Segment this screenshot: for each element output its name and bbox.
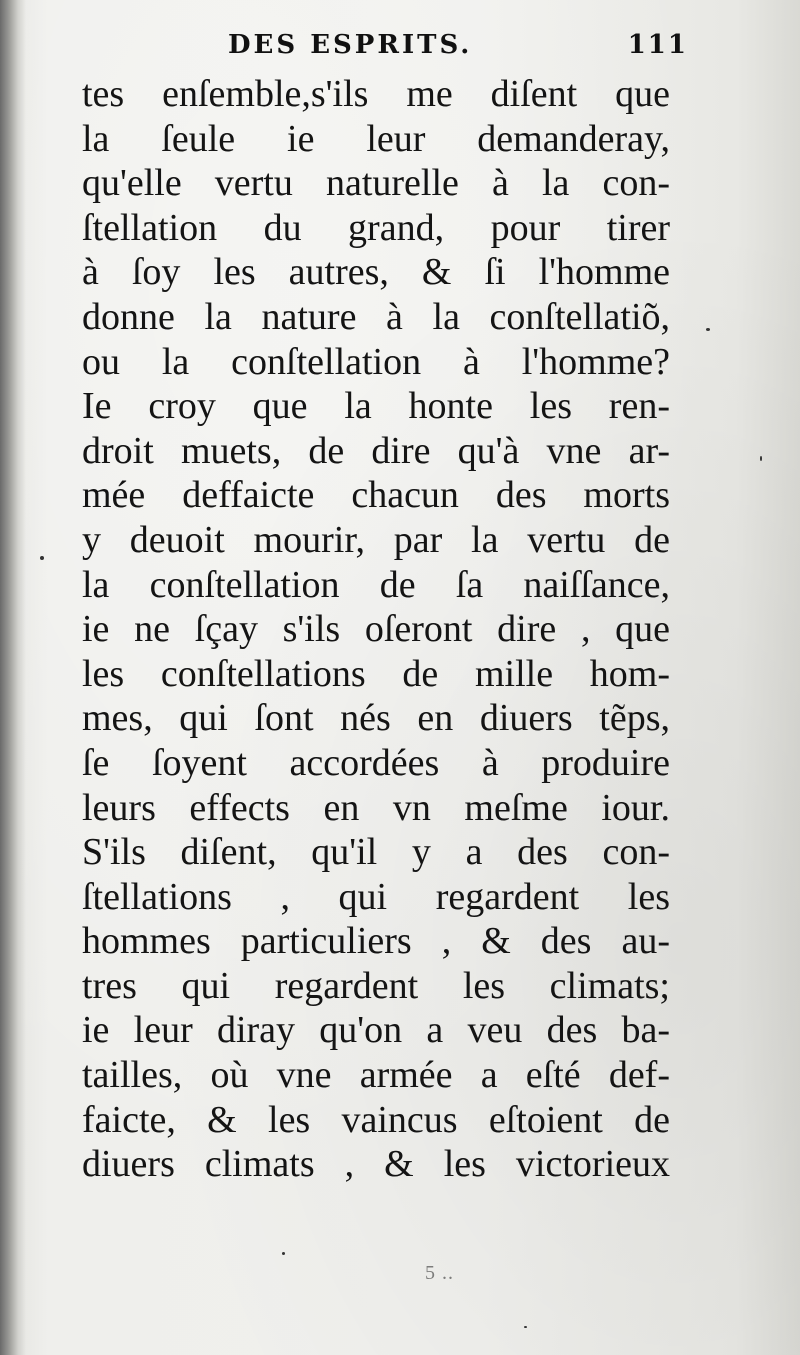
text-line: droit muets, de dire qu'à vne ar- xyxy=(82,429,670,472)
text-line: hommes particuliers , & des au- xyxy=(82,920,670,963)
text-line: y deuoit mourir, par la vertu de xyxy=(82,518,670,561)
catchword: 5 .. xyxy=(425,1262,454,1284)
text-line: Ie croy que la honte les ren- xyxy=(82,385,670,428)
text-line: la ſeule ie leur demanderay, xyxy=(82,117,670,160)
text-line: S'ils diſent, qu'il y a des con- xyxy=(82,831,670,874)
page-gutter-shadow xyxy=(0,0,26,1355)
text-line: faicte, & les vaincus eſtoient de xyxy=(82,1098,670,1141)
text-line: ie ne ſçay s'ils oſeront dire , que xyxy=(82,608,670,651)
text-line: à ſoy les autres, & ſi l'homme xyxy=(82,251,670,294)
text-line: tailles, où vne armée a eſté def- xyxy=(82,1054,670,1097)
body-text xyxy=(82,72,670,1187)
text-line: ſe ſoyent accordées à produire xyxy=(82,741,670,784)
text-line: mée deffaicte chacun des morts xyxy=(82,474,670,517)
text-line: qu'elle vertu naturelle à la con- xyxy=(82,162,670,205)
ink-speck xyxy=(760,456,762,461)
text-line: ſtellations , qui regardent les xyxy=(82,875,670,918)
text-line: tres qui regardent les climats; xyxy=(82,964,670,1007)
ink-speck xyxy=(524,1326,527,1328)
text-line: ou la conſtellation à l'homme? xyxy=(82,340,670,383)
running-title: DES ESPRITS. xyxy=(228,30,473,60)
ink-speck xyxy=(282,1252,285,1255)
text-line: leurs effects en vn meſme iour. xyxy=(82,786,670,829)
text-line: ſtellation du grand, pour tirer xyxy=(82,206,670,249)
ink-speck xyxy=(40,556,44,560)
text-line: mes, qui ſont nés en diuers tẽps, xyxy=(82,697,670,740)
text-line: les conſtellations de mille hom- xyxy=(82,652,670,695)
text-line: tes enſemble,s'ils me diſent que xyxy=(82,73,670,115)
ink-speck xyxy=(706,328,710,331)
text-line: donne la nature à la conſtellatiõ, xyxy=(82,295,670,338)
text-line: ie leur diray qu'on a veu des ba- xyxy=(82,1009,670,1052)
running-head xyxy=(228,30,688,70)
text-line: diuers climats , & les victorieux xyxy=(82,1143,670,1186)
text-line: la conſtellation de ſa naiſſance, xyxy=(82,563,670,606)
page-number: 111 xyxy=(627,30,688,60)
